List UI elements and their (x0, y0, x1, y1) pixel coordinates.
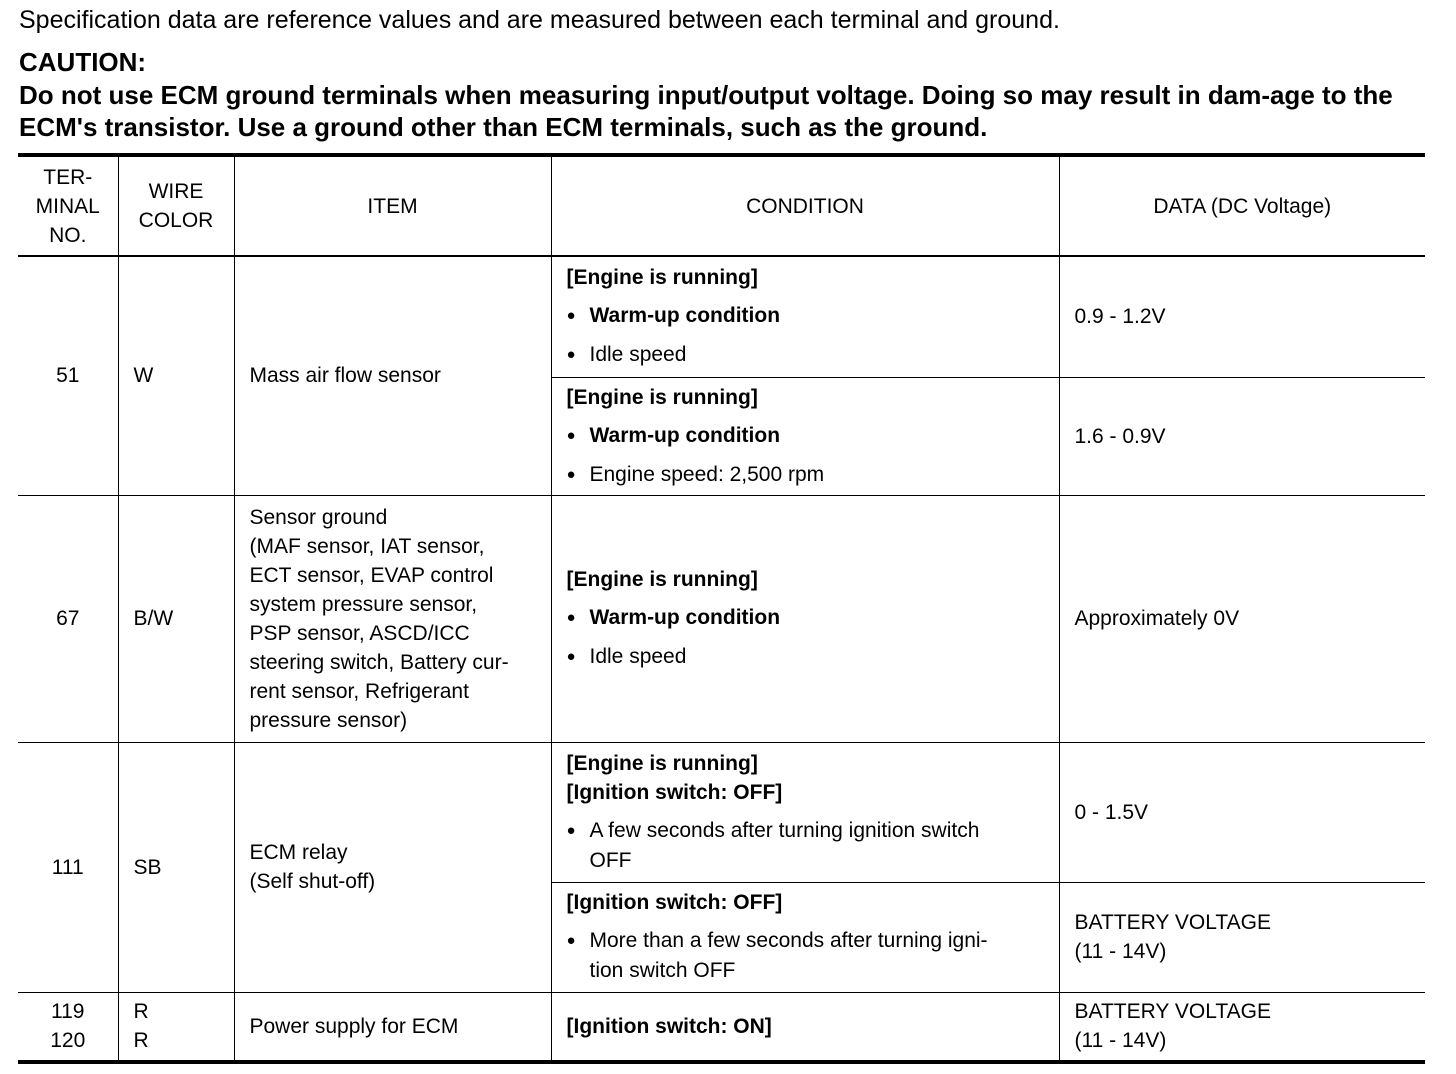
condition-heading: [Engine is running] (566, 751, 758, 775)
data-line: (11 - 14V) (1074, 940, 1167, 963)
bullet-text: Idle speed (589, 343, 687, 367)
condition-bullet (567, 603, 1044, 633)
header-data: DATA (DC Voltage) (1059, 155, 1425, 256)
condition-bullet (567, 301, 1044, 331)
caution-title: CAUTION: (19, 47, 147, 77)
data-cell: 0.9 - 1.2V (1059, 256, 1425, 377)
header-condition: CONDITION (551, 155, 1059, 256)
bullet-icon: ● (566, 609, 576, 626)
bullet-line: OFF (589, 848, 632, 872)
bullet-text: Warm-up condition (589, 304, 781, 328)
bullet-text: Idle speed (589, 645, 687, 668)
data-cell: 1.6 - 0.9V (1059, 377, 1425, 495)
condition-cell (551, 377, 1059, 495)
condition-bullet (567, 642, 1044, 672)
condition-cell (551, 495, 1059, 742)
header-wire-color (118, 155, 234, 256)
item-line: (MAF sensor, IAT sensor, (249, 534, 485, 558)
bullet-line: More than a few seconds after turning igni- (589, 929, 988, 952)
condition-heading: [Ignition switch: ON] (566, 1014, 772, 1038)
condition-bullet (567, 460, 1044, 490)
wire-line: R (133, 1000, 149, 1024)
condition-heading: [Engine is running] (566, 385, 758, 409)
condition-bullet (567, 926, 1044, 986)
table-row (18, 742, 1425, 882)
condition-heading: [Engine is running] (566, 568, 758, 591)
item-cell (234, 495, 551, 742)
terminal-line: 120 (50, 1029, 86, 1053)
terminal-cell: 111 (18, 742, 118, 992)
header-item: ITEM (234, 155, 551, 256)
bullet-icon: ● (566, 346, 576, 364)
bullet-icon: ● (566, 932, 576, 949)
bullet-icon: ● (566, 648, 576, 665)
header-terminal-line: NO. (49, 223, 87, 247)
caution-text: Do not use ECM ground terminals when measuring input/output voltage. Doing so may result in dam-age to the ECM's transistor. Use a ground other than ECM terminals, such as the ground. (19, 80, 1393, 142)
header-terminal-line: TER- (43, 165, 93, 189)
condition-bullet (567, 421, 1044, 451)
condition-heading: [Engine is running] (566, 266, 758, 290)
condition-bullet (567, 816, 1044, 876)
wire-line: R (133, 1029, 149, 1053)
table-row (18, 256, 1425, 377)
item-line: pressure sensor) (249, 708, 408, 732)
data-cell (1059, 882, 1425, 992)
data-cell (1059, 992, 1425, 1062)
condition-heading: [Ignition switch: OFF] (566, 891, 783, 914)
data-line: BATTERY VOLTAGE (1074, 911, 1271, 934)
condition-cell (551, 256, 1059, 377)
condition-bullet (567, 340, 1044, 370)
wire-color-cell: W (118, 256, 234, 495)
bullet-text (590, 816, 980, 876)
wire-color-cell: B/W (118, 495, 234, 742)
item-line: steering switch, Battery cur- (249, 650, 509, 674)
header-wire-line: WIRE (148, 180, 204, 203)
condition-cell (551, 992, 1059, 1062)
bullet-text: Warm-up condition (589, 423, 781, 447)
intro-text: Specification data are reference values and are measured between each terminal and ground. (19, 6, 1060, 34)
item-line: system pressure sensor, (249, 592, 478, 616)
bullet-text (590, 926, 988, 986)
bullet-icon: ● (566, 426, 576, 444)
item-line: (Self shut-off) (249, 870, 376, 893)
table-row (18, 495, 1425, 742)
condition-cell (551, 882, 1059, 992)
data-cell: 0 - 1.5V (1059, 742, 1425, 882)
header-terminal-no (18, 155, 118, 256)
terminal-cell: 67 (18, 495, 118, 742)
data-line: (11 - 14V) (1074, 1029, 1167, 1053)
bullet-line: tion switch OFF (589, 959, 736, 982)
bullet-text: Engine speed: 2,500 rpm (589, 462, 825, 486)
item-line: Sensor ground (249, 505, 388, 529)
bullet-line: A few seconds after turning ignition switch (589, 818, 980, 842)
item-line: PSP sensor, ASCD/ICC (249, 621, 470, 645)
data-cell: Approximately 0V (1059, 495, 1425, 742)
condition-heading: [Ignition switch: OFF] (566, 780, 783, 804)
item-line: ECM relay (249, 841, 348, 864)
item-cell (234, 742, 551, 992)
data-line: BATTERY VOLTAGE (1074, 1000, 1271, 1024)
bullet-icon: ● (566, 307, 576, 325)
header-wire-line: COLOR (138, 209, 214, 232)
terminal-spec-table (18, 153, 1425, 1064)
terminal-cell (18, 992, 118, 1062)
wire-color-cell (118, 992, 234, 1062)
condition-cell (551, 742, 1059, 882)
item-cell: Power supply for ECM (234, 992, 551, 1062)
terminal-line: 119 (51, 1000, 85, 1024)
item-line: rent sensor, Refrigerant (249, 679, 469, 703)
bullet-icon: ● (566, 465, 576, 483)
item-cell: Mass air flow sensor (234, 256, 551, 495)
wire-color-cell: SB (118, 742, 234, 992)
header-terminal-line: MINAL (35, 194, 100, 218)
table-row (18, 992, 1425, 1062)
table-header-row (18, 155, 1425, 256)
terminal-cell: 51 (18, 256, 118, 495)
bullet-icon: ● (566, 821, 576, 839)
item-line: ECT sensor, EVAP control (249, 563, 494, 587)
bullet-text: Warm-up condition (589, 606, 781, 629)
